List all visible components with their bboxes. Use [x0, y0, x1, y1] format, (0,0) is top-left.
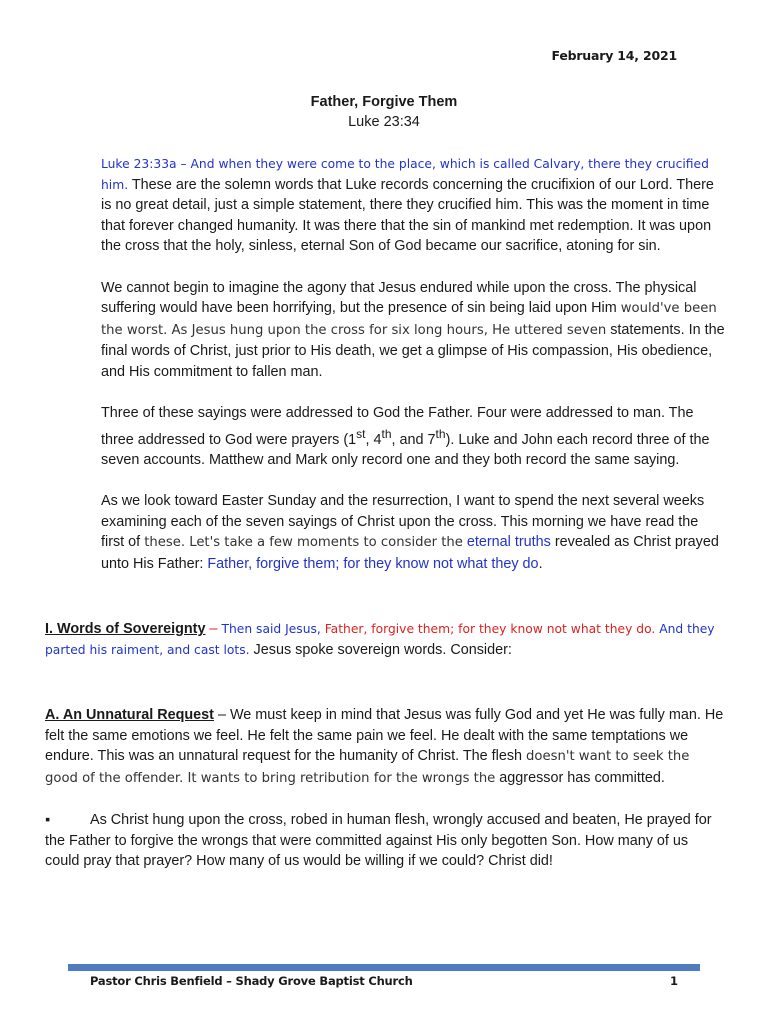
section-citation: Then said Jesus,	[221, 622, 325, 637]
subsection-unnatural-request	[45, 705, 725, 789]
paragraph-text: As we look toward Easter Sunday and the resurrection, I want to spend the next several weeks examining each of the seven sayings of Christ upon the cross. This morning we have read the first of	[101, 493, 705, 551]
intro-paragraph	[45, 154, 725, 257]
paragraph-easter	[45, 491, 725, 574]
sermon-title: Father, Forgive Them	[310, 94, 458, 110]
paragraph-text: ). Luke and John each record three of the seven accounts. Matthew and Mark only record one and they both record the same saying.	[101, 431, 710, 469]
superscript: th	[381, 426, 392, 441]
intro-text: These are the solemn words that Luke records concerning the crucifixion of our Lord. There is no great detail, just a simple statement, there they crucified him. This was the moment in time that forever changed humanity. It was there that the sin of mankind met redemption. It was upon the cross that the holy, sinless, eternal Son of God became our sacrifice, atoning for sin.	[101, 176, 714, 255]
subsection-heading: A. An Unnatural Request	[45, 707, 214, 724]
heading-dash: –	[205, 621, 222, 638]
superscript: th	[435, 426, 446, 441]
paragraph-text: Three of these sayings were addressed to God the Father. Four were addressed to man. The three addressed to God were prayers (1	[101, 405, 694, 448]
paragraph-sayings	[45, 403, 725, 471]
bullet-icon: ▪	[45, 812, 51, 829]
sermon-body	[45, 154, 725, 892]
section-heading: I. Words of Sovereignty	[45, 621, 206, 638]
scripture-reference: Luke 23:34	[348, 114, 420, 130]
scripture-quote: Father, forgive them; for they know not what they do	[207, 556, 539, 573]
bullet-point	[45, 810, 725, 872]
paragraph-text: statements. In the final words of Christ, just prior to His death, we get a glimpse of His compassion, His obedience, and His commitment to fallen man.	[101, 321, 725, 380]
paragraph-text: Jesus spoke sovereign words. Consider:	[249, 641, 512, 658]
paragraph-text: , 4	[365, 431, 382, 448]
words-of-christ: Father, forgive them; for they know not what they do.	[324, 622, 656, 637]
sermon-date: February 14, 2021	[551, 48, 677, 63]
superscript: st	[356, 426, 366, 441]
page-number: 1	[669, 974, 678, 988]
paragraph-text: .	[538, 556, 543, 573]
paragraph-text: aggressor has committed.	[495, 769, 665, 786]
bullet-text: As Christ hung upon the cross, robed in human flesh, wrongly accused and beaten, He prayed for the Father to forgive the wrongs that were committed against His only begotten Son. How many of us could pray that prayer? How many of us would be willing if we could? Christ did!	[45, 812, 712, 870]
paragraph-text: doesn't want to seek the good of the offender. It wants to bring retribution for the wrongs the	[45, 749, 690, 786]
paragraph-text: revealed as Christ prayed unto His Father:	[101, 534, 719, 573]
intro-citation: Luke 23:33a – And when they were come to the place, which is called Calvary, there they crucified him.	[101, 157, 709, 192]
footer-author: Pastor Chris Benfield – Shady Grove Baptist Church	[90, 974, 413, 988]
paragraph-text: these. Let's take a few moments to consider the	[144, 535, 463, 551]
paragraph-text: would've been the worst. As Jesus hung upon the cross for six long hours, He uttered seven	[101, 301, 717, 338]
section-words-of-sovereignty	[45, 619, 725, 660]
eternal-truths-highlight: eternal truths	[466, 534, 551, 551]
paragraph-text: , and 7	[391, 431, 436, 448]
paragraph-agony	[45, 278, 725, 383]
paragraph-text: We cannot begin to imagine the agony that Jesus endured while upon the cross. The physical suffering would have been horrifying, but the presence of sin being laid upon Him	[101, 279, 697, 317]
footer-divider	[68, 964, 700, 971]
section-citation: And they parted his raiment, and cast lots.	[45, 622, 715, 657]
paragraph-text: – We must keep in mind that Jesus was fully God and yet He was fully man. He felt the same emotions we feel. He felt the same pain we feel. He dealt with the same temptations we endure. This was an unnatural request for the humanity of Christ. The flesh	[45, 707, 724, 765]
